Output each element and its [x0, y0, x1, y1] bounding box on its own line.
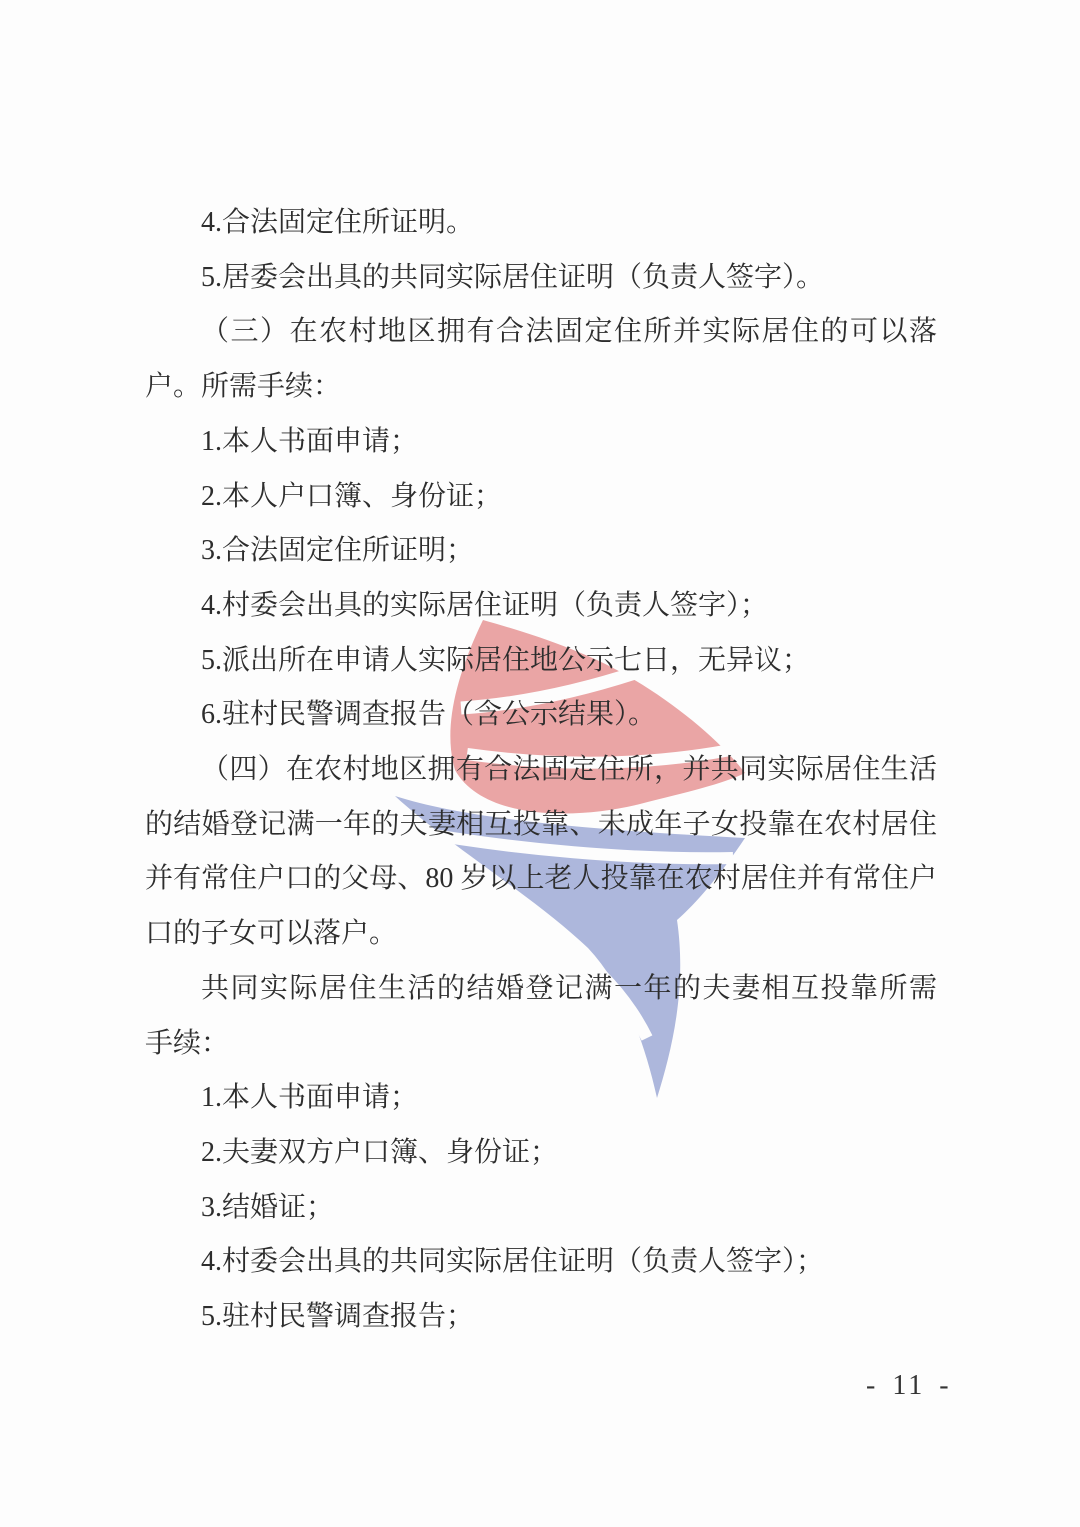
- text-line: 2.本人户口簿、身份证；: [201, 480, 503, 512]
- text-line: 并有常住户口的父母、80 岁以上老人投靠在农村居住并有常住户: [145, 863, 937, 895]
- text-line: 5.居委会出具的共同实际居住证明（负责人签字）。: [201, 261, 825, 293]
- text-line: 手续：: [145, 1027, 230, 1059]
- text-line: 1.本人书面申请；: [201, 425, 419, 457]
- document-body: [145, 196, 937, 1345]
- text-line: 4.村委会出具的实际居住证明（负责人签字）；: [201, 589, 769, 621]
- text-line: 5.派出所在申请人实际居住地公示七日，无异议；: [201, 644, 811, 676]
- text-line: 1.本人书面申请；: [201, 1082, 419, 1114]
- text-line: 6.驻村民警调查报告（含公示结果）。: [201, 699, 657, 731]
- text-line: （四）在农村地区拥有合法固定住所，并共同实际居住生活: [201, 754, 937, 786]
- text-line: （三）在农村地区拥有合法固定住所并实际居住的可以落: [201, 316, 937, 348]
- text-line: 口的子女可以落户。: [145, 918, 398, 950]
- text-line: 4.合法固定住所证明。: [201, 207, 475, 238]
- text-line: 的结婚登记满一年的夫妻相互投靠、未成年子女投靠在农村居住: [145, 808, 937, 840]
- text-line: 5.驻村民警调查报告；: [201, 1301, 475, 1333]
- text-line: 2.夫妻双方户口簿、身份证；: [201, 1136, 559, 1168]
- text-line: 3.合法固定住所证明；: [201, 535, 475, 567]
- page-number: - 11 -: [866, 1370, 952, 1401]
- text-line: 4.村委会出具的共同实际居住证明（负责人签字）；: [201, 1246, 825, 1278]
- text-line: 共同实际居住生活的结婚登记满一年的夫妻相互投靠所需: [201, 972, 937, 1004]
- text-line: 户。所需手续：: [145, 371, 342, 403]
- text-line: 3.结婚证；: [201, 1191, 335, 1223]
